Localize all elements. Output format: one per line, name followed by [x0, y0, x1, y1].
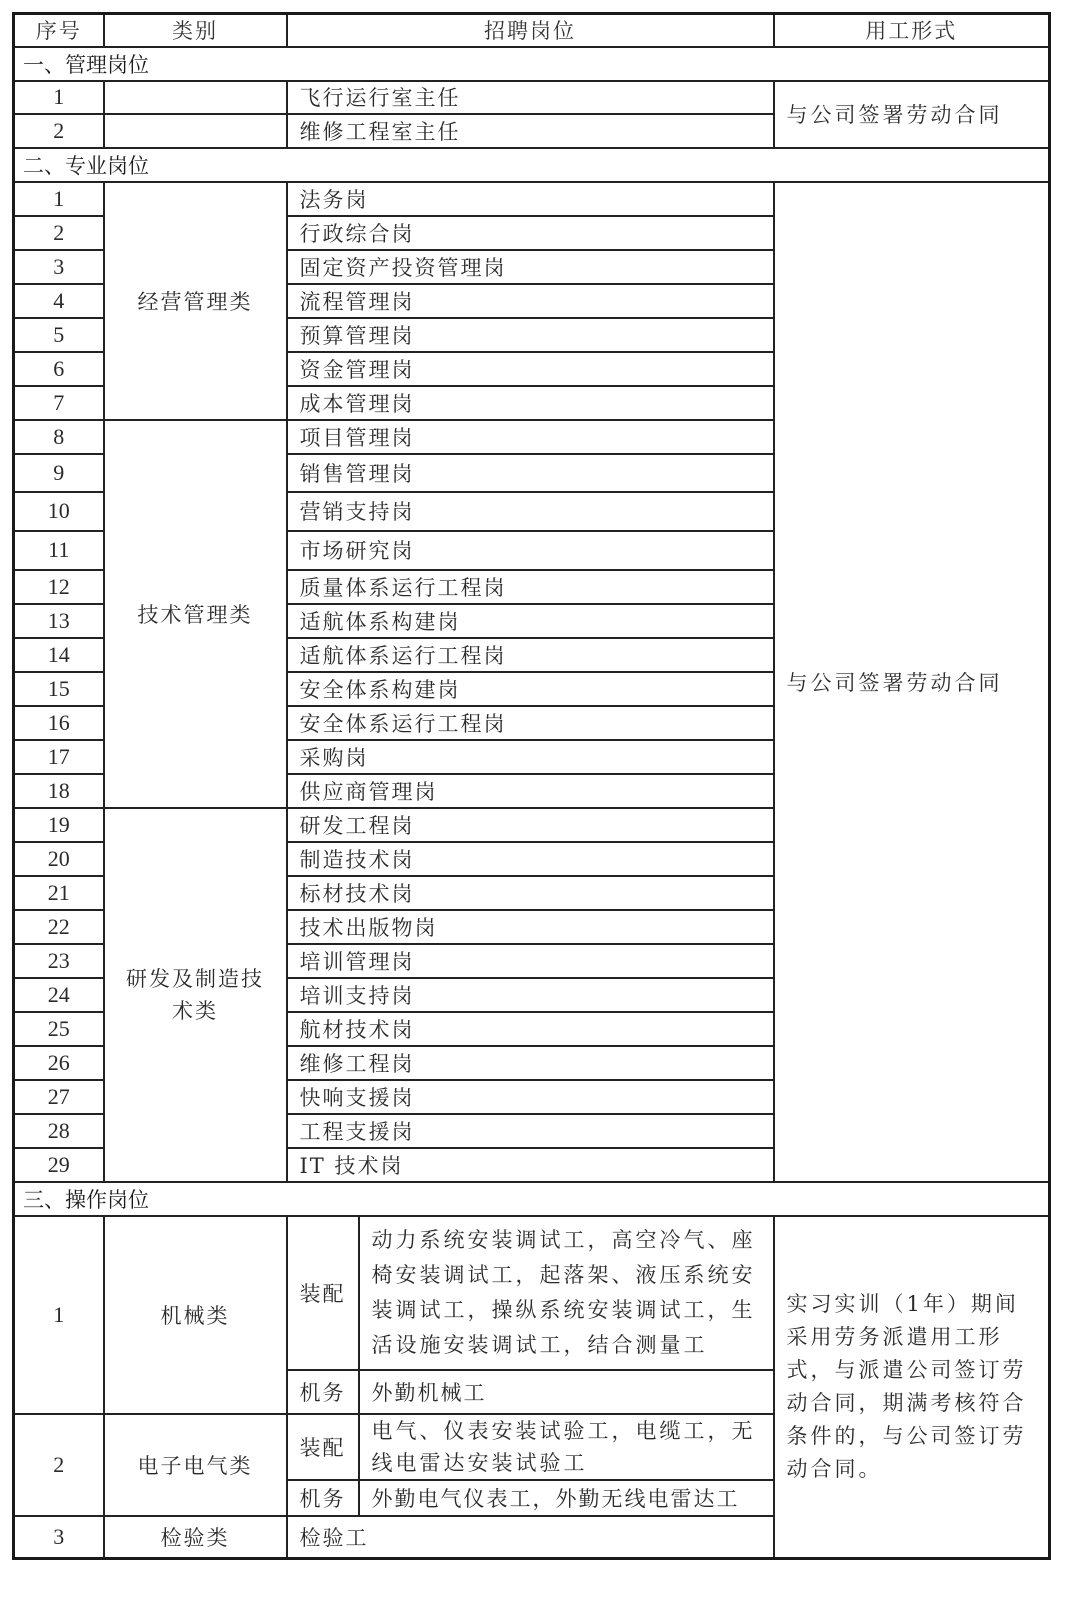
row-position: 流程管理岗 — [287, 284, 774, 318]
row-index: 3 — [14, 250, 104, 284]
row-position: 预算管理岗 — [287, 318, 774, 352]
row-positions: 动力系统安装调试工，高空冷气、座椅安装调试工，起落架、液压系统安装调试工，操纵系统安装调试工，生活设施安装调试工，结合测量工 — [359, 1216, 774, 1370]
row-position: 安全体系构建岗 — [287, 672, 774, 706]
recruitment-table — [12, 12, 1051, 1560]
row-position: 行政综合岗 — [287, 216, 774, 250]
row-index: 25 — [14, 1012, 104, 1046]
employment-form: 与公司签署劳动合同 — [774, 81, 1050, 148]
row-index: 27 — [14, 1080, 104, 1114]
row-position: 固定资产投资管理岗 — [287, 250, 774, 284]
row-index: 20 — [14, 842, 104, 876]
subtype-maintenance: 机务 — [287, 1370, 359, 1414]
row-index: 22 — [14, 910, 104, 944]
section-row — [14, 148, 1050, 182]
row-index: 28 — [14, 1114, 104, 1148]
category-technical-management: 技术管理类 — [104, 420, 287, 808]
row-index: 2 — [14, 1414, 104, 1516]
category-inspection: 检验类 — [104, 1516, 287, 1559]
row-index: 9 — [14, 454, 104, 492]
row-position: 培训支持岗 — [287, 978, 774, 1012]
row-position: 标材技术岗 — [287, 876, 774, 910]
row-position: 快响支援岗 — [287, 1080, 774, 1114]
row-position: 制造技术岗 — [287, 842, 774, 876]
table-row — [14, 1216, 1050, 1370]
header-position: 招聘岗位 — [287, 14, 774, 47]
row-index: 23 — [14, 944, 104, 978]
row-position: 采购岗 — [287, 740, 774, 774]
row-position: 工程支援岗 — [287, 1114, 774, 1148]
row-index: 7 — [14, 386, 104, 420]
row-position: 质量体系运行工程岗 — [287, 570, 774, 604]
subtype-maintenance: 机务 — [287, 1480, 359, 1516]
row-positions: 电气、仪表安装试验工，电缆工，无线电雷达安装试验工 — [359, 1414, 774, 1480]
header-index: 序号 — [14, 14, 104, 47]
category-mechanical: 机械类 — [104, 1216, 287, 1414]
row-position: 技术出版物岗 — [287, 910, 774, 944]
row-position: 资金管理岗 — [287, 352, 774, 386]
row-index: 29 — [14, 1148, 104, 1182]
subtype-assembly: 装配 — [287, 1216, 359, 1370]
row-positions: 检验工 — [287, 1516, 774, 1559]
row-position: 飞行运行室主任 — [287, 81, 774, 114]
row-index: 15 — [14, 672, 104, 706]
row-index: 5 — [14, 318, 104, 352]
row-position: 销售管理岗 — [287, 454, 774, 492]
row-index: 8 — [14, 420, 104, 454]
row-index: 16 — [14, 706, 104, 740]
row-index: 10 — [14, 492, 104, 531]
row-index: 2 — [14, 114, 104, 148]
category-electrical: 电子电气类 — [104, 1414, 287, 1516]
section-row — [14, 47, 1050, 81]
row-position: 市场研究岗 — [287, 531, 774, 570]
row-index: 3 — [14, 1516, 104, 1559]
row-index: 1 — [14, 182, 104, 216]
row-index: 1 — [14, 1216, 104, 1414]
row-index: 4 — [14, 284, 104, 318]
table-row — [14, 182, 1050, 216]
row-index: 21 — [14, 876, 104, 910]
row-position: 培训管理岗 — [287, 944, 774, 978]
row-index: 19 — [14, 808, 104, 842]
row-position: 供应商管理岗 — [287, 774, 774, 808]
section-title-professional: 二、专业岗位 — [14, 148, 1050, 182]
row-position: 项目管理岗 — [287, 420, 774, 454]
row-index: 2 — [14, 216, 104, 250]
row-index: 14 — [14, 638, 104, 672]
category-business-management: 经营管理类 — [104, 182, 287, 420]
header-employment: 用工形式 — [774, 14, 1050, 47]
row-category — [104, 114, 287, 148]
row-position: 研发工程岗 — [287, 808, 774, 842]
row-position: 维修工程室主任 — [287, 114, 774, 148]
row-index: 12 — [14, 570, 104, 604]
category-rd-manufacturing: 研发及制造技术类 — [104, 808, 287, 1182]
row-position: 成本管理岗 — [287, 386, 774, 420]
employment-form: 实习实训（1年）期间采用劳务派遣用工形式，与派遣公司签订劳动合同，期满考核符合条件的，与公司签订劳动合同。 — [774, 1216, 1050, 1559]
subtype-assembly: 装配 — [287, 1414, 359, 1480]
row-position: 适航体系运行工程岗 — [287, 638, 774, 672]
row-position: IT 技术岗 — [287, 1148, 774, 1182]
section-row — [14, 1182, 1050, 1216]
row-index: 6 — [14, 352, 104, 386]
table-header-row — [14, 14, 1050, 47]
row-position: 安全体系运行工程岗 — [287, 706, 774, 740]
row-index: 24 — [14, 978, 104, 1012]
row-index: 17 — [14, 740, 104, 774]
row-position: 航材技术岗 — [287, 1012, 774, 1046]
section-title-management: 一、管理岗位 — [14, 47, 1050, 81]
section-title-operations: 三、操作岗位 — [14, 1182, 1050, 1216]
row-index: 13 — [14, 604, 104, 638]
row-positions: 外勤机械工 — [359, 1370, 774, 1414]
row-position: 适航体系构建岗 — [287, 604, 774, 638]
row-index: 11 — [14, 531, 104, 570]
row-position: 营销支持岗 — [287, 492, 774, 531]
row-index: 1 — [14, 81, 104, 114]
header-category: 类别 — [104, 14, 287, 47]
row-positions: 外勤电气仪表工，外勤无线电雷达工 — [359, 1480, 774, 1516]
employment-form: 与公司签署劳动合同 — [774, 182, 1050, 1182]
row-index: 26 — [14, 1046, 104, 1080]
row-index: 18 — [14, 774, 104, 808]
row-category — [104, 81, 287, 114]
row-position: 法务岗 — [287, 182, 774, 216]
row-position: 维修工程岗 — [287, 1046, 774, 1080]
table-row — [14, 81, 1050, 114]
